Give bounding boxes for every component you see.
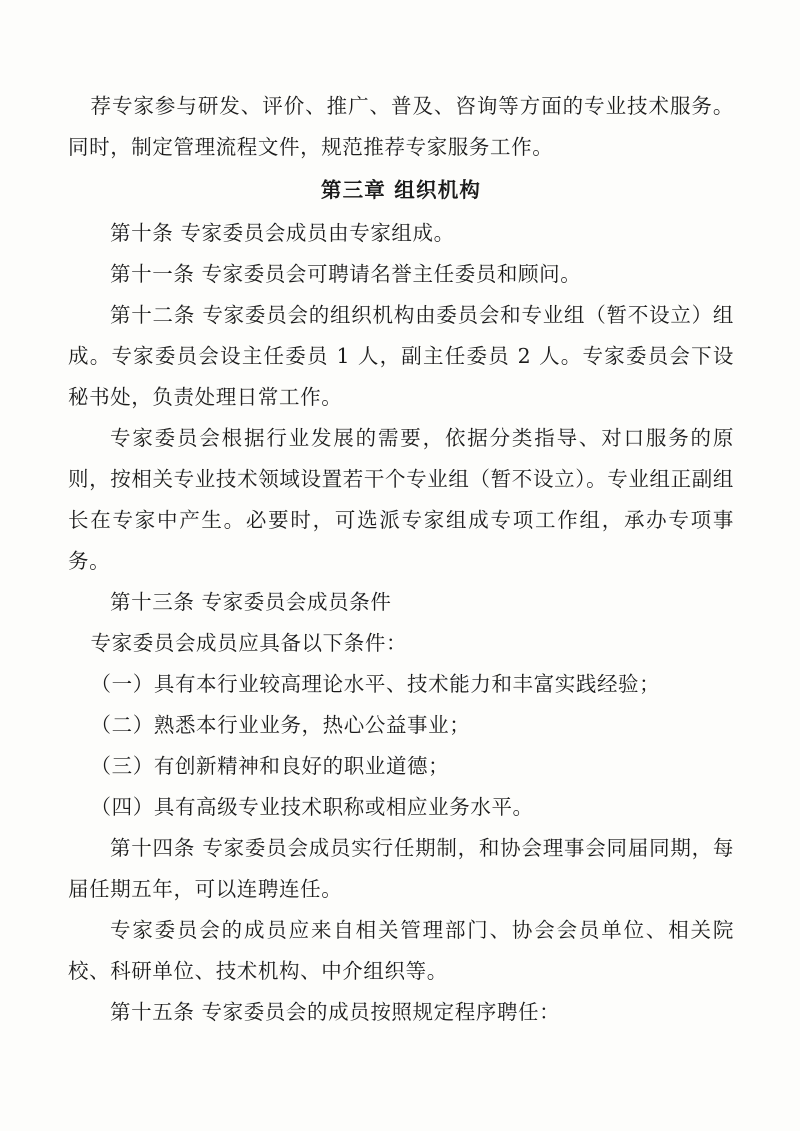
- article-13-item-two: （二）熟悉本行业业务，热心公益事业；: [90, 713, 471, 737]
- page-content-area: [68, 86, 734, 1033]
- article-14-second-paragraph: 专家委员会的成员应来自相关管理部门、协会会员单位、相关院校、科研单位、技术机构、中介组织等。: [68, 918, 734, 983]
- article-13-item-one: （一）具有本行业较高理论水平、技术能力和丰富实践经验；: [90, 672, 661, 696]
- article-13-lead-in: 专家委员会成员应具备以下条件：: [90, 631, 408, 655]
- article-13-paragraph: 第十三条 专家委员会成员条件: [110, 590, 392, 614]
- article-13-item-three: （三）有创新精神和良好的职业道德；: [90, 754, 450, 778]
- article-15-paragraph: 第十五条 专家委员会的成员按照规定程序聘任：: [110, 1000, 561, 1024]
- article-10-paragraph: 第十条 专家委员会成员由专家组成。: [110, 221, 455, 245]
- chapter-heading: 第三章 组织机构: [320, 178, 482, 202]
- article-14-paragraph: 第十四条 专家委员会成员实行任期制，和协会理事会同届同期，每届任期五年，可以连聘连任。: [68, 836, 734, 901]
- article-12-paragraph: 第十二条 专家委员会的组织机构由委员会和专业组（暂不设立）组成。专家委员会设主任委员 1 人，副主任委员 2 人。专家委员会下设秘书处，负责处理日常工作。: [68, 303, 734, 409]
- article-12-second-paragraph: 专家委员会根据行业发展的需要，依据分类指导、对口服务的原则，按相关专业技术领域设置若干个专业组（暂不设立）。专业组正副组长在专家中产生。必要时，可选派专家组成专项工作组，承办专项事务。: [68, 426, 734, 573]
- article-13-item-four: （四）具有高级专业技术职称或相应业务水平。: [90, 795, 534, 819]
- document-body: [68, 86, 734, 1033]
- article-11-paragraph: 第十一条 专家委员会可聘请名誉主任委员和顾问。: [110, 262, 582, 286]
- paragraph-continuation: 荐专家参与研发、评价、推广、普及、咨询等方面的专业技术服务。同时，制定管理流程文件，规范推荐专家服务工作。: [68, 94, 734, 159]
